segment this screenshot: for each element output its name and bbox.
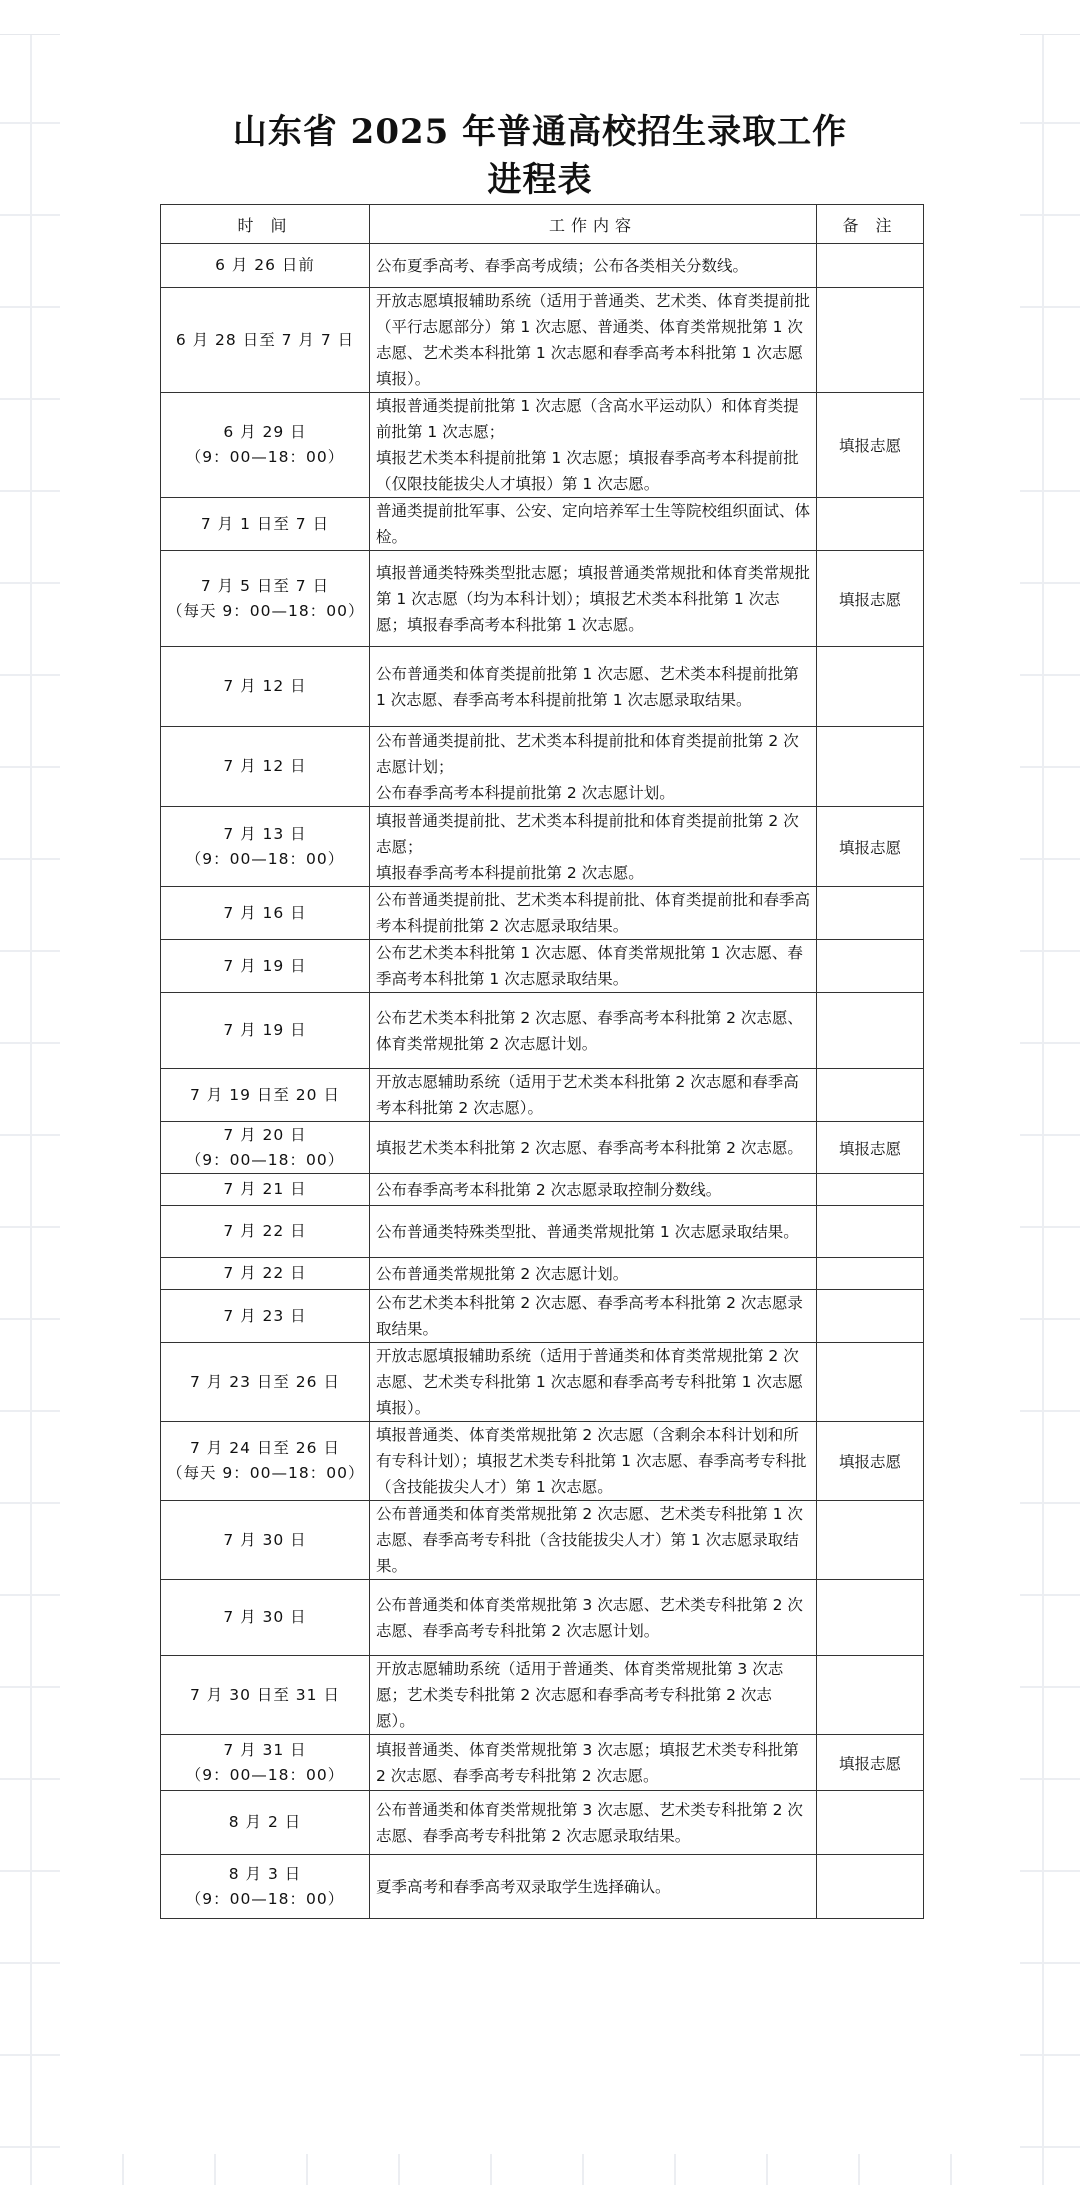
table-row xyxy=(161,1174,924,1206)
row-date: 7 月 30 日 xyxy=(161,1580,370,1656)
row-note xyxy=(817,1791,924,1855)
row-note xyxy=(817,887,924,940)
row-content: 开放志愿辅助系统（适用于普通类、体育类常规批第 3 次志愿；艺术类专科批第 2 次志愿和春季高考专科批第 2 次志愿）。 xyxy=(370,1656,817,1735)
header-content: 工作内容 xyxy=(370,205,817,244)
row-date: 7 月 24 日至 26 日 （每天 9：00—18：00） xyxy=(161,1422,370,1501)
table-row xyxy=(161,1069,924,1122)
row-content: 普通类提前批军事、公安、定向培养军士生等院校组织面试、体检。 xyxy=(370,498,817,551)
row-date: 6 月 28 日至 7 月 7 日 xyxy=(161,288,370,393)
row-date: 6 月 26 日前 xyxy=(161,244,370,288)
row-content: 公布艺术类本科批第 2 次志愿、春季高考本科批第 2 次志愿录取结果。 xyxy=(370,1290,817,1343)
table-row xyxy=(161,1258,924,1290)
table-row xyxy=(161,807,924,887)
row-content: 填报普通类特殊类型批志愿；填报普通类常规批和体育类常规批第 1 次志愿（均为本科计划）；填报艺术类本科批第 1 次志愿；填报春季高考本科批第 1 次志愿。 xyxy=(370,551,817,647)
row-note: 填报志愿 xyxy=(817,551,924,647)
row-content: 填报普通类提前批、艺术类本科提前批和体育类提前批第 2 次志愿； 填报春季高考本科提前批第 2 次志愿。 xyxy=(370,807,817,887)
row-content: 公布普通类和体育类常规批第 3 次志愿、艺术类专科批第 2 次志愿、春季高考专科批第 2 次志愿计划。 xyxy=(370,1580,817,1656)
row-date: 7 月 22 日 xyxy=(161,1258,370,1290)
row-date: 7 月 16 日 xyxy=(161,887,370,940)
row-content: 开放志愿填报辅助系统（适用于普通类、艺术类、体育类提前批（平行志愿部分）第 1 次志愿、普通类、体育类常规批第 1 次志愿、艺术类本科批第 1 次志愿和春季高考本科批第 1 次志愿填报）。 xyxy=(370,288,817,393)
row-content: 公布艺术类本科批第 1 次志愿、体育类常规批第 1 次志愿、春季高考本科批第 1 次志愿录取结果。 xyxy=(370,940,817,993)
document-title: 山东省 2025 年普通高校招生录取工作 xyxy=(232,112,848,152)
row-note xyxy=(817,498,924,551)
row-note: 填报志愿 xyxy=(817,1122,924,1174)
row-date: 7 月 5 日至 7 日 （每天 9：00—18：00） xyxy=(161,551,370,647)
table-row xyxy=(161,1290,924,1343)
table-row xyxy=(161,1580,924,1656)
table-row xyxy=(161,940,924,993)
row-note xyxy=(817,244,924,288)
row-note xyxy=(817,1580,924,1656)
row-content: 夏季高考和春季高考双录取学生选择确认。 xyxy=(370,1855,817,1919)
row-note xyxy=(817,1855,924,1919)
row-note xyxy=(817,993,924,1069)
table-row xyxy=(161,1855,924,1919)
row-date: 7 月 19 日 xyxy=(161,993,370,1069)
table-row xyxy=(161,1501,924,1580)
schedule-rows xyxy=(161,244,924,1919)
row-note xyxy=(817,1501,924,1580)
top-bar xyxy=(0,0,1080,35)
table-row xyxy=(161,498,924,551)
row-content: 公布普通类和体育类提前批第 1 次志愿、艺术类本科提前批第 1 次志愿、春季高考本科提前批第 1 次志愿录取结果。 xyxy=(370,647,817,727)
row-date: 7 月 19 日至 20 日 xyxy=(161,1069,370,1122)
row-content: 公布春季高考本科批第 2 次志愿录取控制分数线。 xyxy=(370,1174,817,1206)
table-row xyxy=(161,244,924,288)
row-date: 8 月 3 日 （9：00—18：00） xyxy=(161,1855,370,1919)
row-date: 7 月 12 日 xyxy=(161,647,370,727)
row-date: 7 月 12 日 xyxy=(161,727,370,807)
table-row xyxy=(161,1422,924,1501)
table-row xyxy=(161,393,924,498)
row-date: 7 月 23 日至 26 日 xyxy=(161,1343,370,1422)
row-date: 7 月 1 日至 7 日 xyxy=(161,498,370,551)
row-note xyxy=(817,1206,924,1258)
row-date: 7 月 30 日 xyxy=(161,1501,370,1580)
schedule-table xyxy=(160,204,924,1919)
row-date: 7 月 13 日 （9：00—18：00） xyxy=(161,807,370,887)
row-date: 7 月 31 日 （9：00—18：00） xyxy=(161,1735,370,1791)
row-note xyxy=(817,1290,924,1343)
row-note xyxy=(817,1656,924,1735)
row-content: 填报普通类、体育类常规批第 3 次志愿；填报艺术类专科批第 2 次志愿、春季高考专科批第 2 次志愿。 xyxy=(370,1735,817,1791)
row-content: 公布夏季高考、春季高考成绩；公布各类相关分数线。 xyxy=(370,244,817,288)
row-note xyxy=(817,940,924,993)
row-content: 公布普通类提前批、艺术类本科提前批、体育类提前批和春季高考本科提前批第 2 次志愿录取结果。 xyxy=(370,887,817,940)
table-row xyxy=(161,1206,924,1258)
row-note xyxy=(817,1174,924,1206)
table-row xyxy=(161,1656,924,1735)
table-row xyxy=(161,647,924,727)
row-note xyxy=(817,1069,924,1122)
table-row xyxy=(161,1343,924,1422)
row-note: 填报志愿 xyxy=(817,393,924,498)
row-date: 7 月 20 日 （9：00—18：00） xyxy=(161,1122,370,1174)
table-row xyxy=(161,1791,924,1855)
document-title-line2: 进程表 xyxy=(487,160,593,200)
row-content: 开放志愿辅助系统（适用于艺术类本科批第 2 次志愿和春季高考本科批第 2 次志愿）。 xyxy=(370,1069,817,1122)
header-time: 时 间 xyxy=(161,205,370,244)
row-content: 填报普通类提前批第 1 次志愿（含高水平运动队）和体育类提前批第 1 次志愿； 填报艺术类本科提前批第 1 次志愿；填报春季高考本科提前批（仅限技能拔尖人才填报）第 1 次志愿。 xyxy=(370,393,817,498)
row-note xyxy=(817,647,924,727)
row-content: 公布普通类和体育类常规批第 2 次志愿、艺术类专科批第 1 次志愿、春季高考专科批（含技能拔尖人才）第 1 次志愿录取结果。 xyxy=(370,1501,817,1580)
row-note xyxy=(817,1258,924,1290)
row-date: 7 月 22 日 xyxy=(161,1206,370,1258)
table-row xyxy=(161,288,924,393)
row-content: 公布艺术类本科批第 2 次志愿、春季高考本科批第 2 次志愿、体育类常规批第 2 次志愿计划。 xyxy=(370,993,817,1069)
row-date: 7 月 21 日 xyxy=(161,1174,370,1206)
row-content: 填报普通类、体育类常规批第 2 次志愿（含剩余本科计划和所有专科计划）；填报艺术类专科批第 1 次志愿、春季高考专科批（含技能拔尖人才）第 1 次志愿。 xyxy=(370,1422,817,1501)
row-note: 填报志愿 xyxy=(817,807,924,887)
row-content: 公布普通类特殊类型批、普通类常规批第 1 次志愿录取结果。 xyxy=(370,1206,817,1258)
row-date: 7 月 19 日 xyxy=(161,940,370,993)
row-date: 7 月 23 日 xyxy=(161,1290,370,1343)
row-content: 填报艺术类本科批第 2 次志愿、春季高考本科批第 2 次志愿。 xyxy=(370,1122,817,1174)
row-content: 公布普通类提前批、艺术类本科提前批和体育类提前批第 2 次志愿计划； 公布春季高考本科提前批第 2 次志愿计划。 xyxy=(370,727,817,807)
row-content: 公布普通类和体育类常规批第 3 次志愿、艺术类专科批第 2 次志愿、春季高考专科批第 2 次志愿录取结果。 xyxy=(370,1791,817,1855)
table-header-row xyxy=(161,205,924,244)
header-note: 备 注 xyxy=(817,205,924,244)
row-note xyxy=(817,288,924,393)
row-date: 6 月 29 日 （9：00—18：00） xyxy=(161,393,370,498)
table-row xyxy=(161,887,924,940)
row-note xyxy=(817,727,924,807)
row-note xyxy=(817,1343,924,1422)
row-content: 公布普通类常规批第 2 次志愿计划。 xyxy=(370,1258,817,1290)
table-row xyxy=(161,993,924,1069)
row-date: 8 月 2 日 xyxy=(161,1791,370,1855)
row-date: 7 月 30 日至 31 日 xyxy=(161,1656,370,1735)
row-note: 填报志愿 xyxy=(817,1735,924,1791)
row-content: 开放志愿填报辅助系统（适用于普通类和体育类常规批第 2 次志愿、艺术类专科批第 1 次志愿和春季高考专科批第 1 次志愿填报）。 xyxy=(370,1343,817,1422)
table-row xyxy=(161,727,924,807)
table-row xyxy=(161,551,924,647)
table-row xyxy=(161,1735,924,1791)
document-page xyxy=(60,34,1020,2154)
row-note: 填报志愿 xyxy=(817,1422,924,1501)
table-row xyxy=(161,1122,924,1174)
